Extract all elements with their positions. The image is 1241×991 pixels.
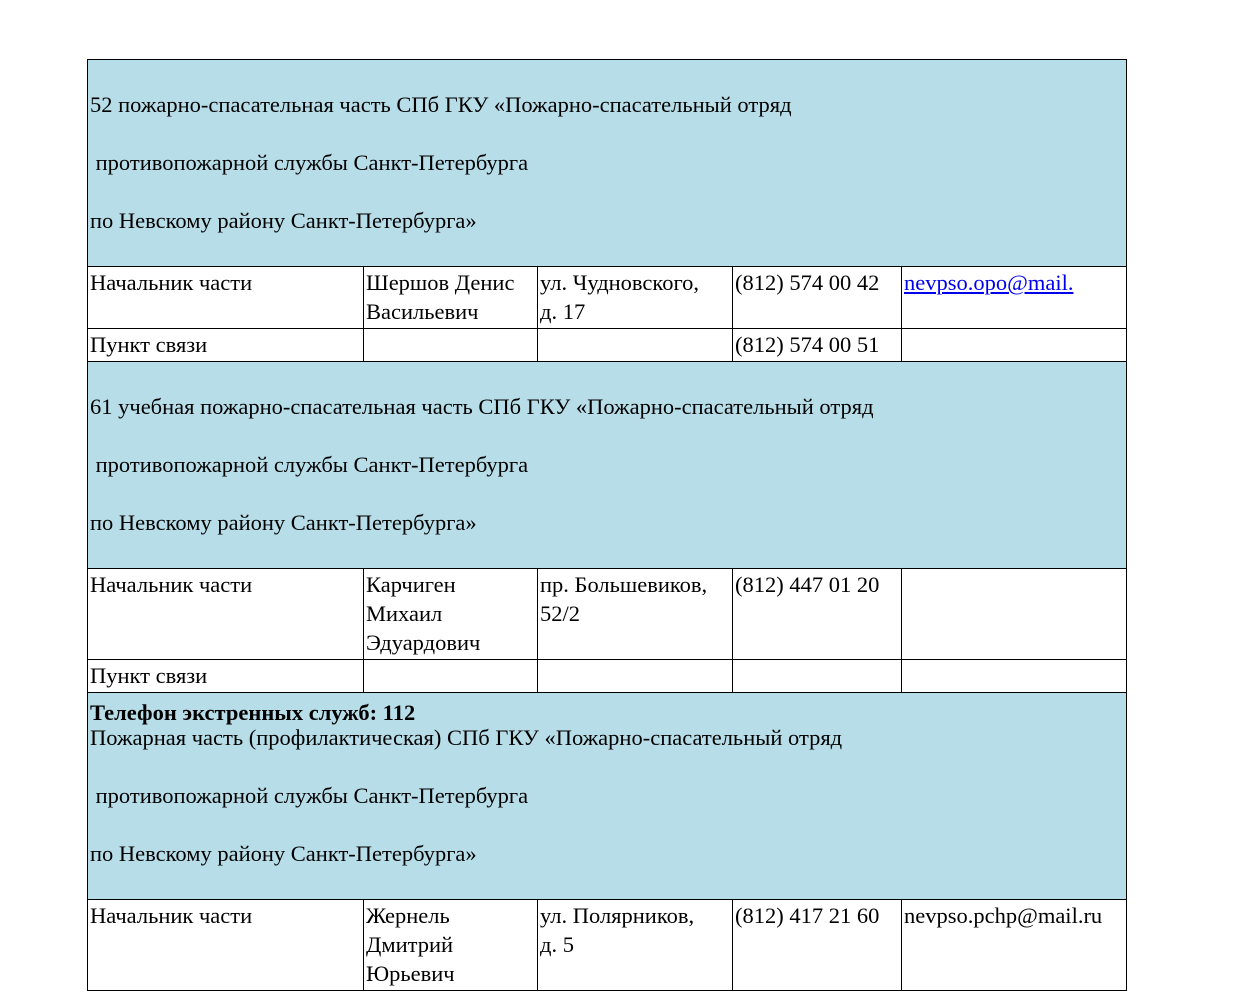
position-cell: Начальник части bbox=[88, 267, 364, 329]
section-title-line: противопожарной службы Санкт-Петербурга bbox=[90, 150, 529, 175]
contacts-table bbox=[87, 59, 1127, 991]
name-line: Эдуардович bbox=[366, 630, 481, 655]
email-cell bbox=[902, 329, 1127, 362]
address-cell bbox=[538, 660, 733, 693]
section-title-line: по Невскому району Санкт-Петербурга» bbox=[90, 208, 477, 233]
address-cell bbox=[538, 267, 733, 329]
position-cell: Начальник части bbox=[88, 569, 364, 660]
address-line: пр. Большевиков, bbox=[540, 572, 708, 597]
name-cell bbox=[364, 329, 538, 362]
address-line: ул. Полярников, bbox=[540, 903, 695, 928]
position-cell: Начальник части bbox=[88, 900, 364, 991]
address-line: 52/2 bbox=[540, 601, 581, 626]
section-title bbox=[88, 362, 1127, 569]
address-line: д. 5 bbox=[540, 932, 574, 957]
email-cell: nevpso.pchp@mail.ru bbox=[902, 900, 1127, 991]
section-header-row bbox=[88, 362, 1127, 569]
name-cell bbox=[364, 900, 538, 991]
email-cell bbox=[902, 267, 1127, 329]
phone-cell bbox=[733, 660, 902, 693]
name-cell bbox=[364, 569, 538, 660]
address-cell bbox=[538, 569, 733, 660]
phone-cell: (812) 417 21 60 bbox=[733, 900, 902, 991]
position-cell: Пункт связи bbox=[88, 660, 364, 693]
name-line: Юрьевич bbox=[366, 961, 455, 986]
address-line: д. 17 bbox=[540, 299, 586, 324]
name-cell bbox=[364, 660, 538, 693]
phone-cell: (812) 447 01 20 bbox=[733, 569, 902, 660]
phone-cell: (812) 574 00 42 bbox=[733, 267, 902, 329]
section-title-line: Пожарная часть (профилактическая) СПб ГКУ «Пожарно-спасательный отряд bbox=[90, 725, 843, 750]
name-cell bbox=[364, 267, 538, 329]
section-title-line: по Невскому району Санкт-Петербурга» bbox=[90, 510, 477, 535]
section-title-line: противопожарной службы Санкт-Петербурга bbox=[90, 783, 529, 808]
table-row bbox=[88, 329, 1127, 362]
email-link[interactable]: nevpso.opo@mail. bbox=[904, 270, 1074, 295]
email-cell bbox=[902, 660, 1127, 693]
table-row bbox=[88, 267, 1127, 329]
table-row bbox=[88, 569, 1127, 660]
phone-cell: (812) 574 00 51 bbox=[733, 329, 902, 362]
name-line: Карчиген bbox=[366, 572, 456, 597]
name-line: Михаил bbox=[366, 601, 443, 626]
name-line: Шершов Денис bbox=[366, 270, 515, 295]
section-header-row bbox=[88, 60, 1127, 267]
name-line: Жернель bbox=[366, 903, 450, 928]
position-cell: Пункт связи bbox=[88, 329, 364, 362]
address-cell bbox=[538, 329, 733, 362]
address-line: ул. Чудновского, bbox=[540, 270, 699, 295]
section-title-line: 52 пожарно-спасательная часть СПб ГКУ «Пожарно-спасательный отряд bbox=[90, 92, 792, 117]
name-line: Дмитрий bbox=[366, 932, 454, 957]
section-title-line: 61 учебная пожарно-спасательная часть СПб ГКУ «Пожарно-спасательный отряд bbox=[90, 394, 874, 419]
section-title bbox=[88, 60, 1127, 267]
email-cell bbox=[902, 569, 1127, 660]
section-title-line: по Невскому району Санкт-Петербурга» bbox=[90, 841, 477, 866]
address-cell bbox=[538, 900, 733, 991]
section-title-line: противопожарной службы Санкт-Петербурга bbox=[90, 452, 529, 477]
table-row bbox=[88, 900, 1127, 991]
emergency-phone-text: Телефон экстренных служб: 112 bbox=[90, 700, 416, 725]
name-line: Васильевич bbox=[366, 299, 479, 324]
table-row bbox=[88, 660, 1127, 693]
